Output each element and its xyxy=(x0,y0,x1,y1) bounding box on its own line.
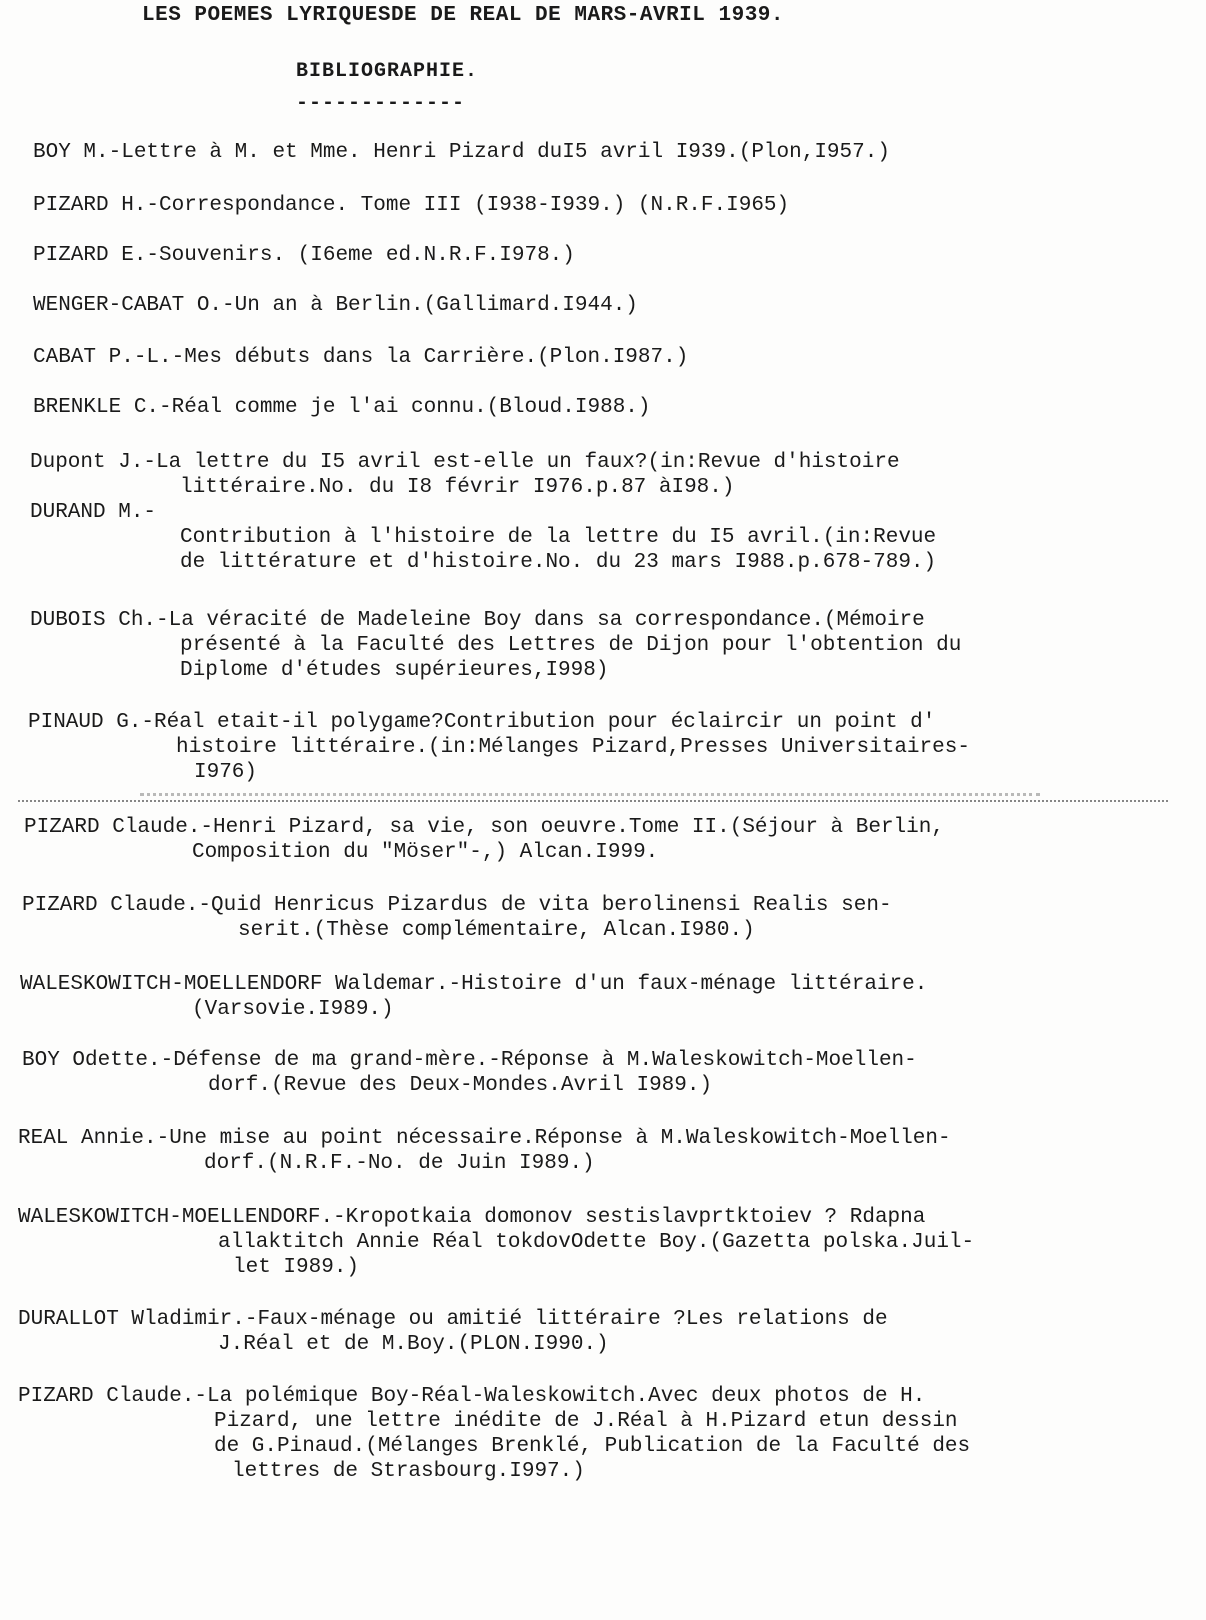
entry-line: (Varsovie.I989.) xyxy=(192,998,394,1021)
entry-line: Contribution à l'histoire de la lettre du I5 avril.(in:Revue xyxy=(180,526,937,549)
bibliography-entry xyxy=(18,1307,888,1357)
entry-line: Diplome d'études supérieures,I998) xyxy=(180,659,609,682)
entry-line: CABAT P.-L.-Mes débuts dans la Carrière.(Plon.I987.) xyxy=(33,346,689,369)
entry-line: J.Réal et de M.Boy.(PLON.I990.) xyxy=(218,1333,609,1356)
bibliography-entry xyxy=(33,193,789,218)
bibliography-entry xyxy=(30,450,900,500)
bibliography-entry xyxy=(33,293,638,318)
entry-line: BOY M.-Lettre à M. et Mme. Henri Pizard duI5 avril I939.(Plon,I957.) xyxy=(33,141,890,164)
bibliography-entry xyxy=(30,608,961,683)
bibliography-entry xyxy=(22,893,892,943)
entry-line: Dupont J.-La lettre du I5 avril est-elle un faux?(in:Revue d'histoire xyxy=(30,451,900,474)
bibliography-entry xyxy=(30,500,936,575)
entry-line: Composition du "Möser"-,) Alcan.I999. xyxy=(192,841,659,864)
bibliography-entry xyxy=(33,140,890,165)
bibliography-entry xyxy=(18,1126,951,1176)
bibliography-entry xyxy=(18,1384,970,1484)
bibliography-entry xyxy=(20,972,927,1022)
entry-line: BRENKLE C.-Réal comme je l'ai connu.(Bloud.I988.) xyxy=(33,396,651,419)
entry-line: serit.(Thèse complémentaire, Alcan.I980.) xyxy=(238,919,755,942)
entry-line: histoire littéraire.(in:Mélanges Pizard,Presses Universitaires- xyxy=(176,736,970,759)
entry-line: PINAUD G.-Réal etait-il polygame?Contribution pour éclaircir un point d' xyxy=(28,711,936,734)
entry-line: dorf.(Revue des Deux-Mondes.Avril I989.) xyxy=(208,1074,713,1097)
entry-line: PIZARD H.-Correspondance. Tome III (I938-I939.) (N.R.F.I965) xyxy=(33,194,790,217)
bibliography-entry xyxy=(24,815,944,865)
heading-underline: ------------- xyxy=(296,92,466,115)
entry-line: let I989.) xyxy=(233,1256,360,1279)
entry-line: DUBOIS Ch.-La véracité de Madeleine Boy dans sa correspondance.(Mémoire xyxy=(30,609,925,632)
section-heading: BIBLIOGRAPHIE. xyxy=(296,60,479,83)
entry-line: dorf.(N.R.F.-No. de Juin I989.) xyxy=(204,1152,595,1175)
entry-line: WALESKOWITCH-MOELLENDORF Waldemar.-Histoire d'un faux-ménage littéraire. xyxy=(20,973,928,996)
bibliography-entry xyxy=(33,395,651,420)
entry-line: littéraire.No. du I8 févrir I976.p.87 àI98.) xyxy=(180,476,735,499)
bibliography-entry xyxy=(33,243,575,268)
bibliography-entry xyxy=(33,345,688,370)
entry-line: DURALLOT Wladimir.-Faux-ménage ou amitié littéraire ?Les relations de xyxy=(18,1308,888,1331)
entry-line: PIZARD Claude.-Quid Henricus Pizardus de vita berolinensi Realis sen- xyxy=(22,894,892,917)
entry-line: REAL Annie.-Une mise au point nécessaire.Réponse à M.Waleskowitch-Moellen- xyxy=(18,1127,951,1150)
entry-line: PIZARD Claude.-Henri Pizard, sa vie, son oeuvre.Tome II.(Séjour à Berlin, xyxy=(24,816,944,839)
entry-line: WENGER-CABAT O.-Un an à Berlin.(Gallimard.I944.) xyxy=(33,294,638,317)
entry-line: Pizard, une lettre inédite de J.Réal à H.Pizard etun dessin xyxy=(214,1410,958,1433)
paper-tear-line xyxy=(18,800,1168,810)
bibliography-entry xyxy=(22,1048,917,1098)
entry-line: PIZARD E.-Souvenirs. (I6eme ed.N.R.F.I978.) xyxy=(33,244,575,267)
entry-line: de littérature et d'histoire.No. du 23 mars I988.p.678-789.) xyxy=(180,551,937,574)
entry-line: de G.Pinaud.(Mélanges Brenklé, Publication de la Faculté des xyxy=(214,1435,971,1458)
entry-line: I976) xyxy=(194,761,258,784)
document-title: LES POEMES LYRIQUESDE DE REAL DE MARS-AVRIL 1939. xyxy=(142,4,785,27)
entry-line: PIZARD Claude.-La polémique Boy-Réal-Waleskowitch.Avec deux photos de H. xyxy=(18,1385,926,1408)
entry-line: DURAND M.- xyxy=(30,501,157,524)
entry-line: WALESKOWITCH-MOELLENDORF.-Kropotkaia domonov sestislavprtktoiev ? Rdapna xyxy=(18,1206,926,1229)
paper-fold-mark xyxy=(140,793,1040,800)
bibliography-entry xyxy=(28,710,970,785)
entry-line: BOY Odette.-Défense de ma grand-mère.-Réponse à M.Waleskowitch-Moellen- xyxy=(22,1049,917,1072)
entry-line: lettres de Strasbourg.I997.) xyxy=(232,1460,585,1483)
entry-line: allaktitch Annie Réal tokdovOdette Boy.(Gazetta polska.Juil- xyxy=(218,1231,975,1254)
entry-line: présenté à la Faculté des Lettres de Dijon pour l'obtention du xyxy=(180,634,962,657)
bibliography-entry xyxy=(18,1205,974,1280)
